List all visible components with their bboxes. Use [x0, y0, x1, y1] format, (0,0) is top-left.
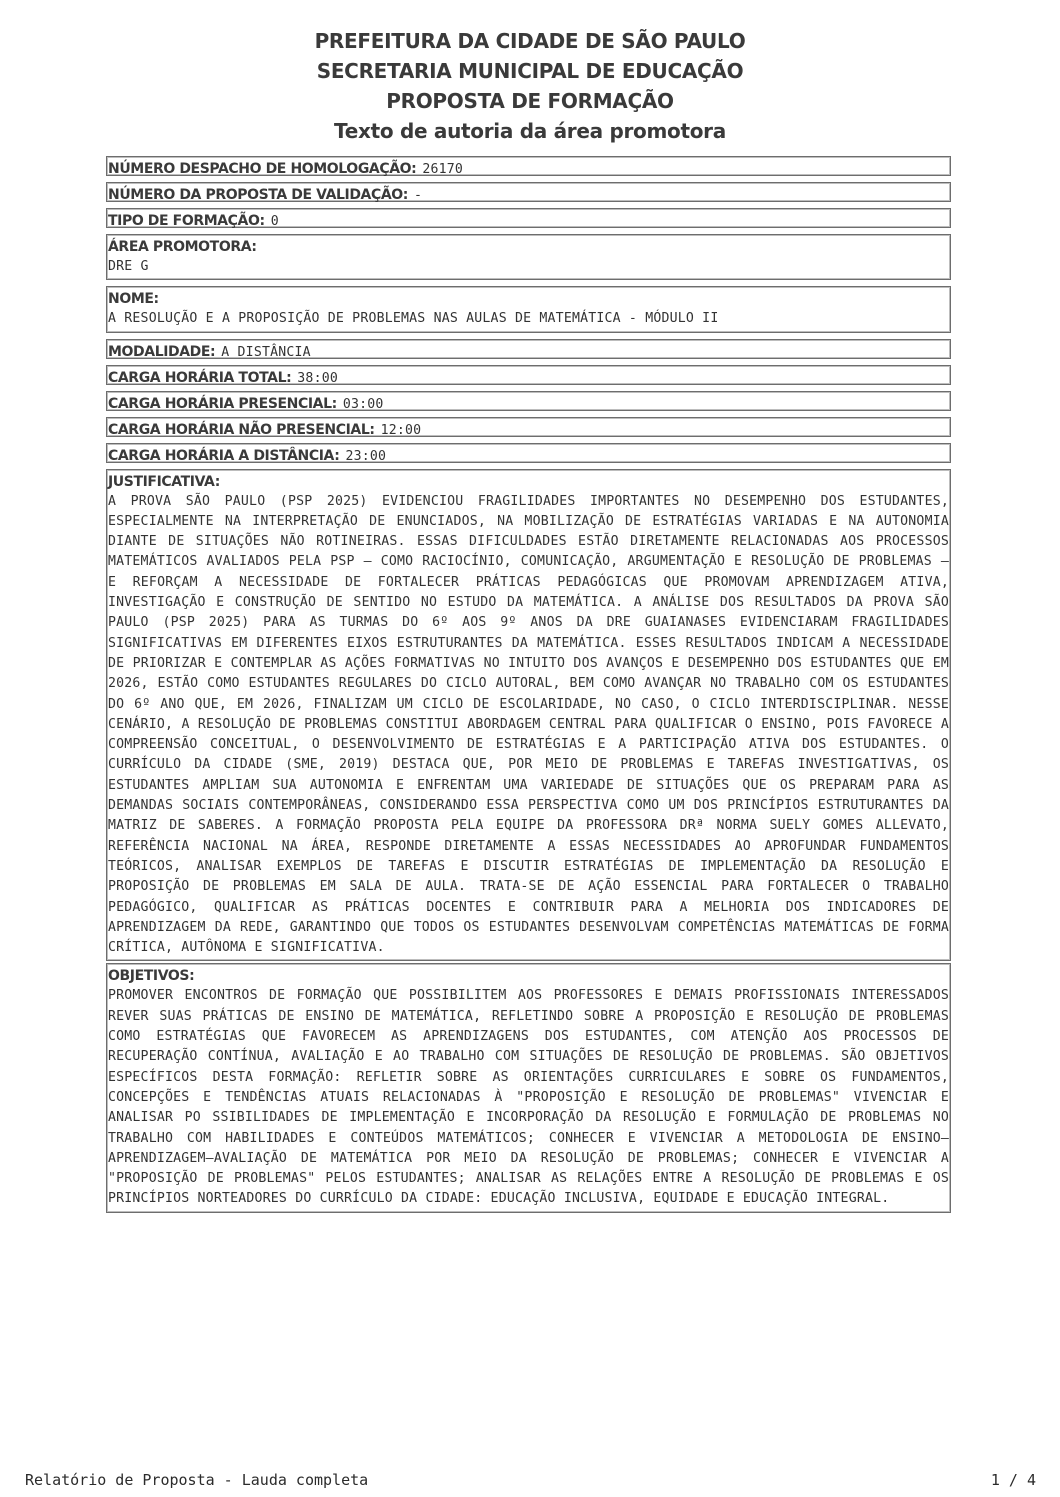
- field-label: JUSTIFICATIVA:: [108, 473, 220, 490]
- header-autoria: Texto de autoria da área promotora: [334, 119, 726, 143]
- field-label: ÁREA PROMOTORA:: [108, 239, 257, 255]
- header-city: PREFEITURA DA CIDADE DE SÃO PAULO: [314, 29, 746, 53]
- field-proposta-validacao: [106, 182, 951, 202]
- footer-report-title: Relatório de Proposta - Lauda completa: [25, 1471, 369, 1489]
- field-label: CARGA HORÁRIA PRESENCIAL:: [108, 395, 337, 412]
- field-carga-presencial: [106, 391, 951, 411]
- field-label: CARGA HORÁRIA NÃO PRESENCIAL:: [108, 421, 375, 438]
- field-label: NÚMERO DA PROPOSTA DE VALIDAÇÃO:: [108, 187, 408, 203]
- field-value: 12:00: [380, 422, 422, 438]
- field-value: -: [414, 188, 423, 203]
- field-value: 0: [270, 214, 279, 229]
- field-label: MODALIDADE:: [108, 343, 216, 360]
- field-label: TIPO DE FORMAÇÃO:: [108, 213, 265, 229]
- field-justificativa: [106, 469, 951, 962]
- field-value: DRE G: [108, 259, 149, 274]
- proposal-fields: [106, 156, 951, 1219]
- field-value: 26170: [422, 162, 464, 177]
- field-area-promotora: [106, 234, 951, 280]
- field-value: PROMOVER ENCONTROS DE FORMAÇÃO QUE POSSIBILITEM AOS PROFESSORES E DEMAIS PROFISSIONAIS INTERESSADOS REVER SUAS PRÁTICAS DE ENSINO DE MATEMÁTICA, REFLETINDO SOBRE A PROPOSIÇÃO E RESOLUÇÃO DE PROBLEMAS COMO ESTRATÉGIAS QUE FAVORECEM AS APRENDIZAGENS DOS ESTUDANTES, COM ATENÇÃO AOS PROCESSOS DE RECUPERAÇÃO CONTÍNUA, AVALIAÇÃO E AO TRABALHO COM SITUAÇÕES DE RESOLUÇÃO DE PROBLEMAS. SÃO OBJETIVOS ESPECÍFICOS DESTA FORMAÇÃO: REFLETIR SOBRE AS ORIENTAÇÕES CURRICULARES E SOBRE OS FUNDAMENTOS, CONCEPÇÕES E TENDÊNCIAS ATUAIS RELACIONADAS À "PROPOSIÇÃO E RESOLUÇÃO DE PROBLEMAS" VIVENCIAR E ANALISAR PO SSIBILIDADES DE IMPLEMENTAÇÃO E INCORPORAÇÃO DA RESOLUÇÃO E FORMULAÇÃO DE PROBLEMAS NO TRABALHO COM HABILIDADES E CONTEÚDOS MATEMÁTICOS; CONHECER E VIVENCIAR A METODOLOGIA DE ENSINO—APRENDIZAGEM—AVALIAÇÃO DE MATEMÁTICA POR MEIO DA RESOLUÇÃO DE PROBLEMAS; CONHECER E VIVENCIAR A "PROPOSIÇÃO DE PROBLEMAS" PELOS ESTUDANTES; ANALISAR AS RELAÇÕES ENTRE A RESOLUÇÃO DE PROBLEMAS E OS PRINCÍPIOS NORTEADORES DO CURRÍCULO DA CIDADE: EDUCAÇÃO INCLUSIVA, EQUIDADE E EDUCAÇÃO INTEGRAL.: [108, 988, 949, 1207]
- field-label: NÚMERO DESPACHO DE HOMOLOGAÇÃO:: [108, 161, 417, 177]
- field-carga-nao-presencial: [106, 417, 951, 437]
- page-footer: [25, 1471, 1036, 1493]
- field-nome: [106, 286, 951, 332]
- field-value: 23:00: [345, 448, 387, 464]
- field-modalidade: [106, 339, 951, 359]
- field-carga-distancia: [106, 443, 951, 463]
- document-header: [0, 26, 1060, 146]
- header-proposta: PROPOSTA DE FORMAÇÃO: [386, 89, 674, 113]
- field-label: CARGA HORÁRIA A DISTÂNCIA:: [108, 447, 340, 464]
- field-value: A RESOLUÇÃO E A PROPOSIÇÃO DE PROBLEMAS NAS AULAS DE MATEMÁTICA - MÓDULO II: [108, 311, 719, 327]
- header-secretaria: SECRETARIA MUNICIPAL DE EDUCAÇÃO: [316, 59, 744, 83]
- field-value: A DISTÂNCIA: [221, 344, 311, 360]
- field-value: 38:00: [297, 370, 338, 386]
- field-tipo-formacao: [106, 208, 951, 228]
- field-label: CARGA HORÁRIA TOTAL:: [108, 369, 292, 386]
- field-value: 03:00: [342, 396, 384, 412]
- field-value: A PROVA SÃO PAULO (PSP 2025) EVIDENCIOU FRAGILIDADES IMPORTANTES NO DESEMPENHO DOS ESTUDANTES, ESPECIALMENTE NA INTERPRETAÇÃO DE ENUNCIADOS, NA MOBILIZAÇÃO DE ESTRATÉGIAS VARIADAS E NA AUTONOMIA DIANTE DE SITUAÇÕES NÃO ROTINEIRAS. ESSAS DIFICULDADES ESTÃO DIRETAMENTE RELACIONADAS AOS PROCESSOS MATEMÁTICOS AVALIADOS PELA PSP — COMO RACIOCÍNIO, COMUNICAÇÃO, ARGUMENTAÇÃO E RESOLUÇÃO DE PROBLEMAS — E REFORÇAM A NECESSIDADE DE FORTALECER PRÁTICAS PEDAGÓGICAS QUE PROMOVAM APRENDIZAGEM ATIVA, INVESTIGAÇÃO E CONSTRUÇÃO DE SENTIDO NO ESTUDO DA MATEMÁTICA. A ANÁLISE DOS RESULTADOS DA PROVA SÃO PAULO (PSP 2025) PARA AS TURMAS DO 6º AOS 9º ANOS DA DRE GUAIANASES EVIDENCIARAM FRAGILIDADES SIGNIFICATIVAS EM DIFERENTES EIXOS ESTRUTURANTES DA MATEMÁTICA. ESSES RESULTADOS INDICAM A NECESSIDADE DE PRIORIZAR E CONTEMPLAR AS AÇÕES FORMATIVAS NO INTUITO DOS AVANÇOS E DESEMPENHO DOS ESTUDANTES QUE EM 2026, ESTÃO COMO ESTUDANTES REGULARES DO CICLO AUTORAL, BEM COMO AVANÇAR NO TRABALHO COM OS ESTUDANTES DO 6º ANO QUE, EM 2026, FINALIZAM UM CICLO DE ESCOLARIDADE, NO CASO, O CICLO INTERDISCIPLINAR. NESSE CENÁRIO, A RESOLUÇÃO DE PROBLEMAS CONSTITUI ABORDAGEM CENTRAL PARA QUALIFICAR O ENSINO, POIS FAVORECE A COMPREENSÃO CONCEITUAL, O DESENVOLVIMENTO DE ESTRATÉGIAS E A PARTICIPAÇÃO ATIVA DOS ESTUDANTES. O CURRÍCULO DA CIDADE (SME, 2019) DESTACA QUE, POR MEIO DE PROBLEMAS E TAREFAS INVESTIGATIVAS, OS ESTUDANTES AMPLIAM SUA AUTONOMIA E ENFRENTAM UMA VARIEDADE DE SITUAÇÕES QUE OS PREPARAM PARA AS DEMANDAS SOCIAIS CONTEMPORÂNEAS, CONSIDERANDO ESSA PERSPECTIVA COMO UM DOS PRINCÍPIOS ESTRUTURANTES DA MATRIZ DE SABERES. A FORMAÇÃO PROPOSTA PELA EQUIPE DA PROFESSORA DRª NORMA SUELY GOMES ALLEVATO, REFERÊNCIA NACIONAL NA ÁREA, RESPONDE DIRETAMENTE A ESSAS NECESSIDADES AO APROFUNDAR FUNDAMENTOS TEÓRICOS, ANALISAR EXEMPLOS DE TAREFAS E DISCUTIR ESTRATÉGIAS DE IMPLEMENTAÇÃO DA RESOLUÇÃO E PROPOSIÇÃO DE PROBLEMAS EM SALA DE AULA. TRATA-SE DE AÇÃO ESSENCIAL PARA FORTALECER O TRABALHO PEDAGÓGICO, QUALIFICAR AS PRÁTICAS DOCENTES E CONTRIBUIR PARA A MELHORIA DOS INDICADORES DE APRENDIZAGEM DA REDE, GARANTINDO QUE TODOS OS ESTUDANTES DESENVOLVAM COMPETÊNCIAS MATEMÁTICAS DE FORMA CRÍTICA, AUTÔNOMA E SIGNIFICATIVA.: [108, 493, 949, 956]
- field-despacho: [106, 156, 951, 176]
- field-carga-total: [106, 365, 951, 385]
- page-number: 1 / 4: [990, 1471, 1036, 1489]
- field-objetivos: [106, 963, 951, 1212]
- field-label: OBJETIVOS:: [108, 968, 195, 985]
- field-label: NOME:: [108, 291, 159, 308]
